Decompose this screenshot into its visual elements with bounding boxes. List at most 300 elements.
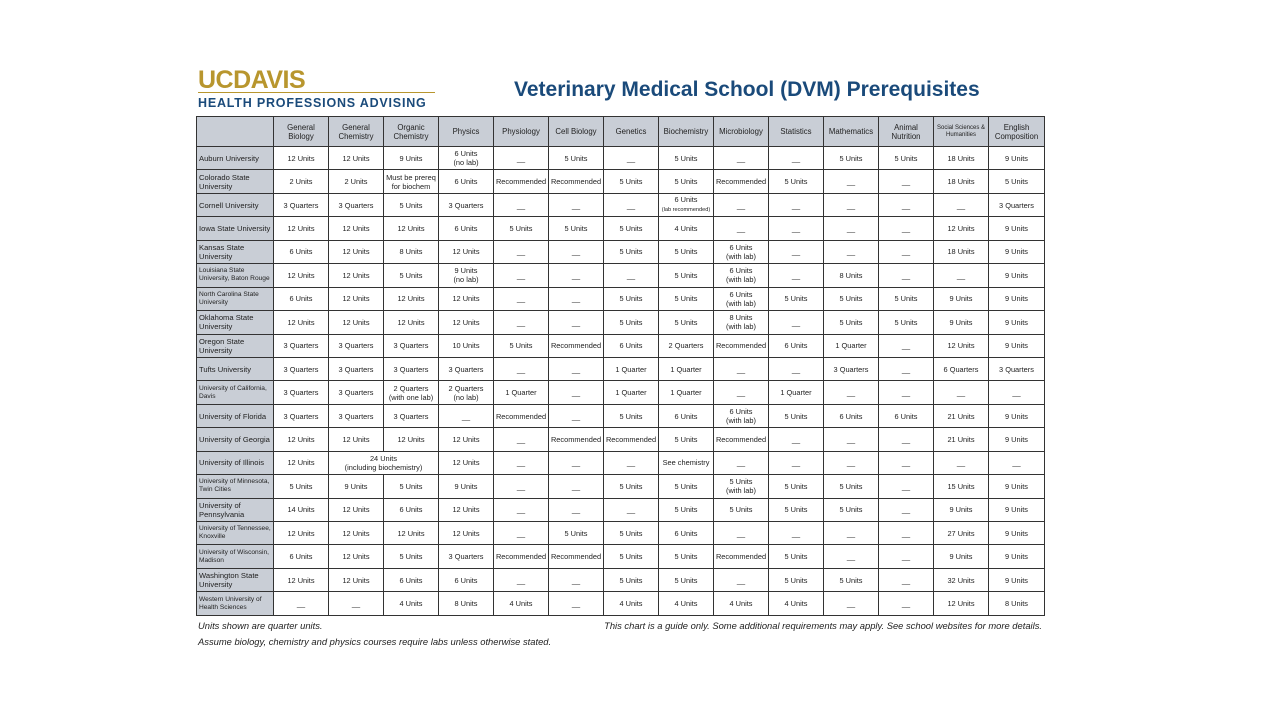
table-cell: 9 Units (989, 498, 1045, 521)
table-cell: 12 Units (384, 428, 439, 451)
table-cell: 5 Units (604, 217, 659, 240)
table-cell: 4 Units (659, 217, 714, 240)
table-cell: __ (494, 428, 549, 451)
table-row (197, 217, 1045, 240)
school-name: Colorado State University (197, 170, 274, 193)
table-cell: 12 Units (439, 522, 494, 545)
table-cell: 5 Units (659, 170, 714, 193)
table-cell: 8 Units (384, 240, 439, 263)
table-cell: __ (824, 592, 879, 616)
table-cell: 12 Units (274, 217, 329, 240)
table-cell: 12 Units (274, 264, 329, 287)
table-cell: Recommended (549, 545, 604, 568)
table-cell: 9 Units (329, 475, 384, 498)
table-cell: 12 Units (329, 264, 384, 287)
table-cell: __ (989, 451, 1045, 474)
school-name: Louisiana State University, Baton Rouge (197, 264, 274, 287)
school-name: University of Tennessee, Knoxville (197, 522, 274, 545)
table-cell: __ (549, 381, 604, 404)
table-cell: 6 Units (with lab) (714, 404, 769, 427)
column-header: Microbiology (714, 117, 769, 147)
table-cell: __ (879, 193, 934, 216)
table-cell: Recommended (714, 428, 769, 451)
table-cell: 12 Units (274, 147, 329, 170)
table-cell: __ (604, 147, 659, 170)
table-cell: 12 Units (439, 451, 494, 474)
table-cell: __ (769, 522, 824, 545)
table-cell: __ (824, 522, 879, 545)
school-name: Kansas State University (197, 240, 274, 263)
school-name: North Carolina State University (197, 287, 274, 310)
school-name: University of Illinois (197, 451, 274, 474)
school-name: University of Georgia (197, 428, 274, 451)
table-cell: __ (879, 428, 934, 451)
table-cell: 3 Quarters (384, 404, 439, 427)
table-cell: 2 Quarters (with one lab) (384, 381, 439, 404)
table-cell: 12 Units (934, 334, 989, 357)
table-cell: 12 Units (384, 287, 439, 310)
table-cell: 5 Units (384, 545, 439, 568)
table-cell: 5 Units (604, 545, 659, 568)
footnote-labs: Assume biology, chemistry and physics courses require labs unless otherwise stated. (198, 636, 552, 647)
table-cell: 12 Units (384, 217, 439, 240)
table-cell: 3 Quarters (329, 381, 384, 404)
table-cell: __ (494, 287, 549, 310)
table-cell: 5 Units (384, 264, 439, 287)
table-cell: 12 Units (274, 311, 329, 334)
table-cell: 18 Units (934, 147, 989, 170)
table-cell: 2 Quarters (no lab) (439, 381, 494, 404)
table-cell: 3 Quarters (439, 545, 494, 568)
table-cell: 6 Units (384, 498, 439, 521)
table-cell: __ (879, 381, 934, 404)
table-cell: 12 Units (439, 428, 494, 451)
table-cell: __ (604, 498, 659, 521)
table-cell: 6 Units (with lab) (714, 287, 769, 310)
table-cell: 6 Units (439, 217, 494, 240)
table-cell: 12 Units (329, 287, 384, 310)
table-cell: 9 Units (384, 147, 439, 170)
table-cell: __ (769, 193, 824, 216)
table-cell: 6 Units (604, 334, 659, 357)
table-cell: 9 Units (989, 334, 1045, 357)
school-name: Oregon State University (197, 334, 274, 357)
column-header: English Composition (989, 117, 1045, 147)
column-header: Organic Chemistry (384, 117, 439, 147)
column-header: General Chemistry (329, 117, 384, 147)
table-cell: 12 Units (329, 498, 384, 521)
table-cell: __ (934, 264, 989, 287)
table-cell: 3 Quarters (384, 334, 439, 357)
table-cell: 5 Units (769, 545, 824, 568)
table-cell: __ (769, 311, 824, 334)
table-cell: 9 Units (989, 147, 1045, 170)
table-cell: 1 Quarter (824, 334, 879, 357)
table-cell: __ (879, 498, 934, 521)
table-cell: __ (769, 428, 824, 451)
school-name: Oklahoma State University (197, 311, 274, 334)
table-cell: 5 Units (769, 475, 824, 498)
logo-subtitle: HEALTH PROFESSIONS ADVISING (198, 96, 427, 110)
table-cell: 5 Units (604, 522, 659, 545)
table-cell: 6 Quarters (934, 357, 989, 380)
table-row (197, 170, 1045, 193)
table-cell: __ (549, 592, 604, 616)
table-cell: 6 Units (274, 240, 329, 263)
school-name: Iowa State University (197, 217, 274, 240)
table-cell: __ (879, 240, 934, 263)
table-cell: Recommended (494, 545, 549, 568)
table-cell: 6 Units (no lab) (439, 147, 494, 170)
table-cell: 6 Units (274, 545, 329, 568)
table-cell: 6 Units (384, 568, 439, 591)
table-cell: __ (494, 147, 549, 170)
table-cell: 12 Units (934, 592, 989, 616)
table-cell: 5 Units (604, 311, 659, 334)
table-cell: Recommended (549, 334, 604, 357)
table-cell: 3 Quarters (274, 357, 329, 380)
table-cell: 5 Units (824, 287, 879, 310)
table-cell: 5 Units (659, 287, 714, 310)
table-cell: __ (549, 264, 604, 287)
table-cell: 2 Units (274, 170, 329, 193)
table-cell: 1 Quarter (604, 381, 659, 404)
table-cell: 5 Units (659, 147, 714, 170)
table-cell: 5 Units (494, 217, 549, 240)
table-cell: 5 Units (659, 475, 714, 498)
table-cell: Recommended (494, 404, 549, 427)
table-cell: 12 Units (384, 311, 439, 334)
table-cell: 3 Quarters (329, 193, 384, 216)
table-cell: __ (549, 475, 604, 498)
column-header: General Biology (274, 117, 329, 147)
table-cell: 5 Units (824, 311, 879, 334)
table-cell: __ (494, 498, 549, 521)
table-cell: __ (714, 193, 769, 216)
table-cell: 9 Units (989, 568, 1045, 591)
table-cell: __ (769, 147, 824, 170)
table-cell: 32 Units (934, 568, 989, 591)
table-cell: 5 Units (604, 287, 659, 310)
table-cell: __ (769, 451, 824, 474)
table-cell: 12 Units (274, 522, 329, 545)
table-cell: 6 Units (439, 568, 494, 591)
table-row (197, 381, 1045, 404)
table-cell: 2 Units (329, 170, 384, 193)
table-cell: __ (494, 264, 549, 287)
table-header (197, 117, 1045, 147)
table-cell: 12 Units (439, 287, 494, 310)
table-cell: 9 Units (989, 475, 1045, 498)
table-cell: 5 Units (824, 475, 879, 498)
school-name: Washington State University (197, 568, 274, 591)
table-cell: 5 Units (604, 240, 659, 263)
table-cell: 6 Units (with lab) (714, 264, 769, 287)
table-cell: 6 Units (439, 170, 494, 193)
table-cell: __ (934, 381, 989, 404)
table-cell: 5 Units (604, 568, 659, 591)
table-cell: 12 Units (384, 522, 439, 545)
table-cell: __ (824, 381, 879, 404)
table-row (197, 240, 1045, 263)
column-header: Social Sciences & Humanities (934, 117, 989, 147)
table-cell: 5 Units (604, 475, 659, 498)
table-cell: 6 Units (824, 404, 879, 427)
header-row (197, 117, 1045, 147)
table-cell: 10 Units (439, 334, 494, 357)
table-cell: 3 Quarters (329, 357, 384, 380)
table-cell: __ (934, 193, 989, 216)
table-cell: 3 Quarters (439, 193, 494, 216)
table-cell: __ (769, 240, 824, 263)
school-name: University of Minnesota, Twin Cities (197, 475, 274, 498)
table-cell: __ (274, 592, 329, 616)
table-cell: 9 Units (934, 498, 989, 521)
table-cell: 12 Units (329, 217, 384, 240)
table-cell: 5 Units (659, 240, 714, 263)
table-cell: __ (824, 217, 879, 240)
column-header: Cell Biology (549, 117, 604, 147)
table-cell: 3 Quarters (274, 404, 329, 427)
column-header: Mathematics (824, 117, 879, 147)
table-cell: __ (714, 147, 769, 170)
table-cell: __ (769, 217, 824, 240)
table-cell: __ (549, 357, 604, 380)
table-cell: __ (879, 568, 934, 591)
table-cell: 3 Quarters (989, 357, 1045, 380)
table-cell: __ (549, 193, 604, 216)
table-row (197, 522, 1045, 545)
table-cell: __ (329, 592, 384, 616)
table-cell: 4 Units (384, 592, 439, 616)
table-cell: __ (879, 170, 934, 193)
table-cell: 9 Units (989, 311, 1045, 334)
table-cell: Must be prereq for biochem (384, 170, 439, 193)
footnote-guide: This chart is a guide only. Some additional requirements may apply. See school websites for more details. (604, 620, 1042, 631)
table-cell: 5 Units (769, 404, 824, 427)
table-row (197, 428, 1045, 451)
table-row (197, 475, 1045, 498)
table-cell: Recommended (549, 428, 604, 451)
table-cell: 12 Units (439, 311, 494, 334)
ucdavis-logo (198, 68, 438, 110)
table-cell: 5 Units (604, 170, 659, 193)
table-cell: __ (549, 451, 604, 474)
table-cell: 5 Units (659, 264, 714, 287)
table-cell: 5 Units (769, 498, 824, 521)
table-cell: 5 Units (769, 568, 824, 591)
school-name: Cornell University (197, 193, 274, 216)
table-cell: 3 Quarters (439, 357, 494, 380)
table-cell: __ (604, 264, 659, 287)
table-cell: 5 Units (384, 193, 439, 216)
school-name: University of California, Davis (197, 381, 274, 404)
table-cell: 1 Quarter (659, 381, 714, 404)
table-cell: 9 Units (989, 264, 1045, 287)
table-cell: __ (549, 240, 604, 263)
table-cell: 12 Units (329, 522, 384, 545)
table-cell: 14 Units (274, 498, 329, 521)
table-cell: 9 Units (989, 240, 1045, 263)
table-cell: 12 Units (934, 217, 989, 240)
table-cell: 3 Quarters (384, 357, 439, 380)
header-corner (197, 117, 274, 147)
table-cell: 5 Units (659, 428, 714, 451)
table-cell: __ (439, 404, 494, 427)
table-row (197, 545, 1045, 568)
table-cell: __ (549, 287, 604, 310)
table-cell: 4 Units (714, 592, 769, 616)
table-cell: 8 Units (989, 592, 1045, 616)
table-cell: __ (714, 381, 769, 404)
table-cell: 4 Units (494, 592, 549, 616)
table-cell: __ (824, 451, 879, 474)
table-cell: __ (714, 217, 769, 240)
table-cell: 4 Units (604, 592, 659, 616)
table-cell: 6 Units (659, 404, 714, 427)
table-cell: 12 Units (329, 428, 384, 451)
table-cell: 6 Units (879, 404, 934, 427)
table-cell: __ (494, 568, 549, 591)
column-header: Genetics (604, 117, 659, 147)
table-cell: __ (879, 451, 934, 474)
table-cell: 3 Quarters (274, 193, 329, 216)
table-cell: 8 Units (824, 264, 879, 287)
table-cell: 18 Units (934, 170, 989, 193)
table-cell: 3 Quarters (274, 334, 329, 357)
table-cell: Recommended (714, 334, 769, 357)
table-row (197, 334, 1045, 357)
table-cell: 9 Units (no lab) (439, 264, 494, 287)
table-cell: 5 Units (824, 498, 879, 521)
table-cell: __ (879, 592, 934, 616)
table-cell: __ (879, 264, 934, 287)
table-cell: 5 Units (824, 568, 879, 591)
table-cell: __ (494, 357, 549, 380)
table-cell: 9 Units (989, 545, 1045, 568)
logo-davis: DAVIS (233, 66, 306, 94)
table-cell: __ (769, 357, 824, 380)
table-cell: 5 Units (879, 311, 934, 334)
table-cell: 5 Units (549, 147, 604, 170)
table-cell: 5 Units (879, 147, 934, 170)
table-cell: __ (824, 428, 879, 451)
table-cell: __ (549, 404, 604, 427)
table-cell: 3 Quarters (274, 381, 329, 404)
table-cell: See chemistry (659, 451, 714, 474)
column-header: Biochemistry (659, 117, 714, 147)
column-header: Physiology (494, 117, 549, 147)
table-cell: 21 Units (934, 428, 989, 451)
column-header: Physics (439, 117, 494, 147)
table-cell: 5 Units (769, 287, 824, 310)
table-cell: __ (879, 217, 934, 240)
table-cell: 5 Units (549, 217, 604, 240)
table-cell: 3 Quarters (824, 357, 879, 380)
logo-wordmark (198, 68, 438, 92)
table-cell: 1 Quarter (659, 357, 714, 380)
table-row (197, 498, 1045, 521)
table-cell: 3 Quarters (329, 404, 384, 427)
table-cell: 5 Units (769, 170, 824, 193)
table-cell: 9 Units (934, 311, 989, 334)
table-cell: 6 Units (lab recommended) (659, 193, 714, 216)
table-row (197, 193, 1045, 216)
school-name: Auburn University (197, 147, 274, 170)
table-cell: __ (714, 451, 769, 474)
table-row (197, 264, 1045, 287)
logo-uc: UC (198, 66, 234, 94)
table-cell: __ (824, 240, 879, 263)
table-cell: 1 Quarter (604, 357, 659, 380)
school-name: Western University of Health Sciences (197, 592, 274, 616)
table-cell: 12 Units (329, 568, 384, 591)
table-cell: __ (714, 357, 769, 380)
table-cell-merged: 24 Units (including biochemistry) (329, 451, 439, 474)
table-cell: 12 Units (274, 451, 329, 474)
table-row (197, 287, 1045, 310)
table-row (197, 357, 1045, 380)
table-cell: 9 Units (989, 428, 1045, 451)
table-cell: __ (934, 451, 989, 474)
table-cell: 5 Units (824, 147, 879, 170)
table-row (197, 404, 1045, 427)
table-cell: Recommended (549, 170, 604, 193)
table-cell: 21 Units (934, 404, 989, 427)
table-cell: __ (714, 522, 769, 545)
table-cell: 5 Units (659, 568, 714, 591)
table-cell: __ (824, 170, 879, 193)
table-cell: __ (494, 193, 549, 216)
table-cell: 3 Quarters (329, 334, 384, 357)
school-name: Tufts University (197, 357, 274, 380)
prerequisites-table (196, 116, 1045, 616)
table-cell: 6 Units (659, 522, 714, 545)
school-name: University of Florida (197, 404, 274, 427)
table-cell: 9 Units (439, 475, 494, 498)
table-cell: __ (989, 381, 1045, 404)
table-row (197, 568, 1045, 591)
table-cell: 12 Units (329, 545, 384, 568)
table-cell: __ (879, 545, 934, 568)
table-cell: 8 Units (439, 592, 494, 616)
table-cell: 9 Units (989, 217, 1045, 240)
table-cell: 12 Units (274, 568, 329, 591)
table-cell: __ (494, 240, 549, 263)
table-cell: __ (879, 357, 934, 380)
table-cell: Recommended (714, 545, 769, 568)
table-cell: 6 Units (274, 287, 329, 310)
table-cell: __ (879, 334, 934, 357)
table-cell: Recommended (494, 170, 549, 193)
table-row (197, 592, 1045, 616)
table-cell: __ (604, 193, 659, 216)
table-row (197, 451, 1045, 474)
table-cell: Recommended (714, 170, 769, 193)
table-cell: 4 Units (659, 592, 714, 616)
table-cell: 12 Units (439, 240, 494, 263)
table-cell: 5 Units (549, 522, 604, 545)
table-cell: 9 Units (934, 287, 989, 310)
table-cell: 5 Units (659, 545, 714, 568)
column-header: Statistics (769, 117, 824, 147)
table-cell: __ (824, 545, 879, 568)
table-cell: __ (549, 311, 604, 334)
table-cell: 27 Units (934, 522, 989, 545)
table-cell: __ (494, 311, 549, 334)
table-row (197, 311, 1045, 334)
table-cell: 6 Units (769, 334, 824, 357)
